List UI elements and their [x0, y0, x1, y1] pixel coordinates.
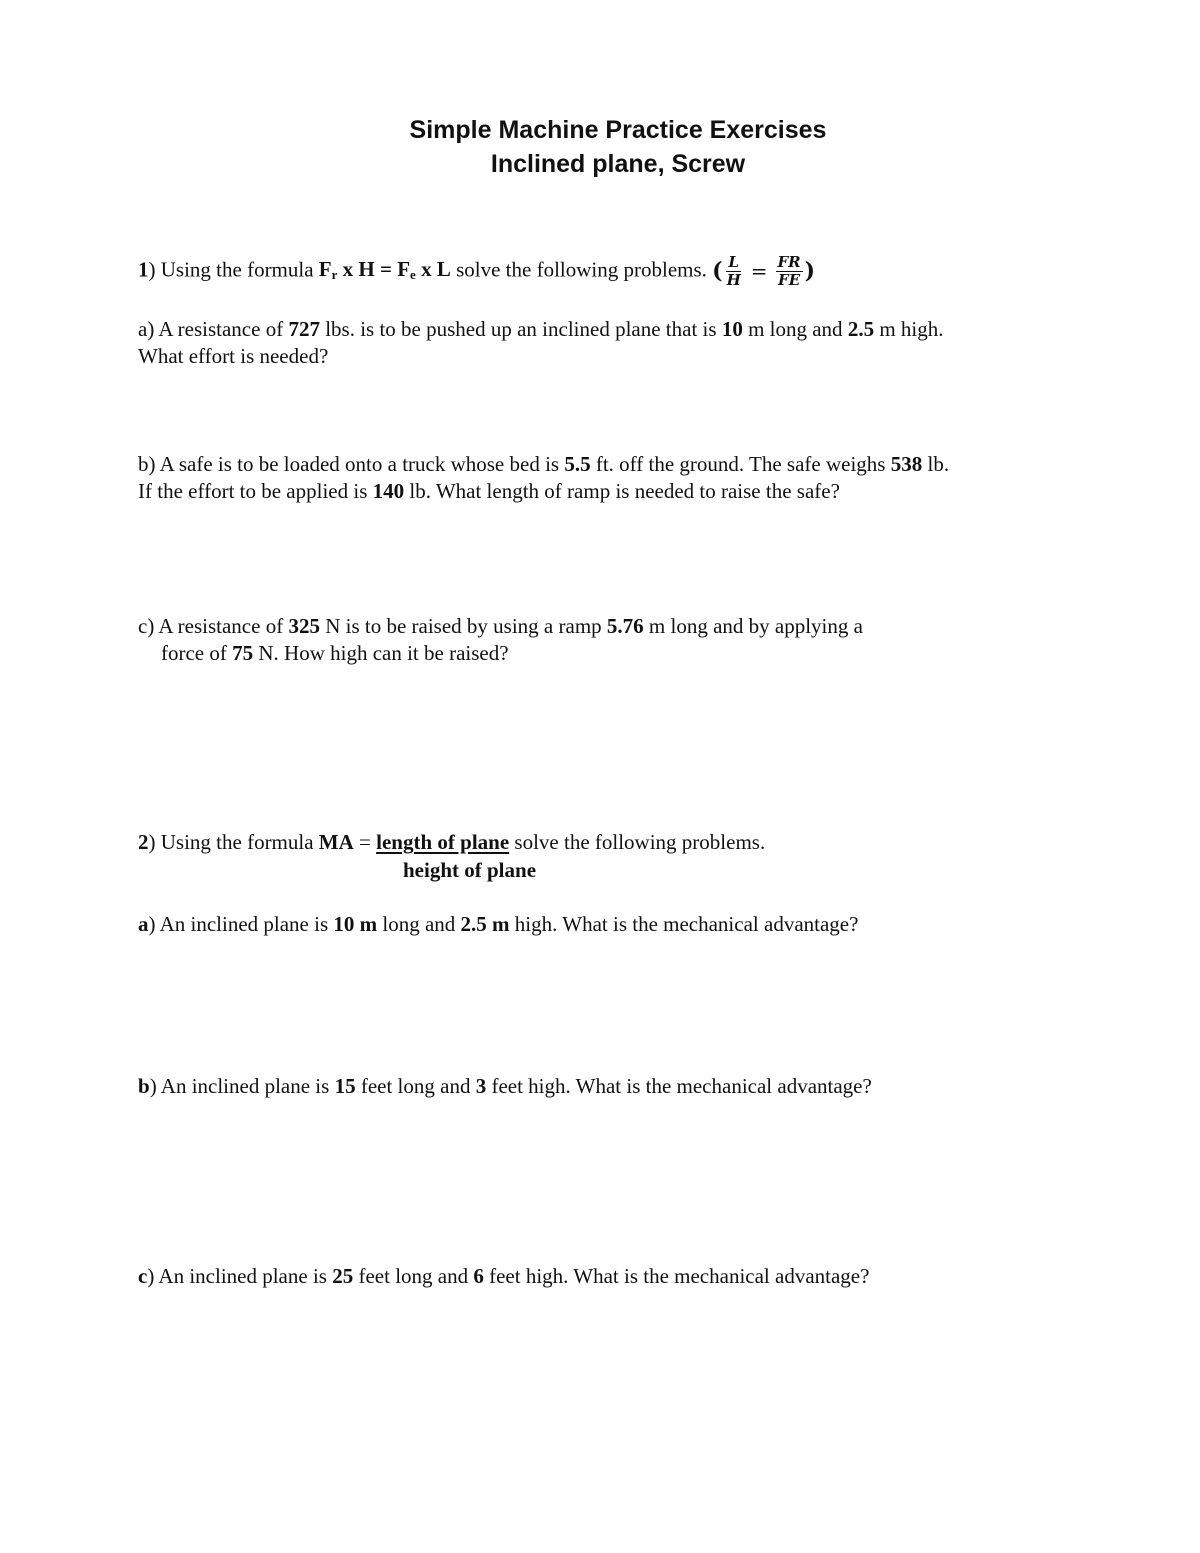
q2a-line: a) An inclined plane is 10 m long and 2.5 m high. What is the mechanical advantage? [138, 912, 859, 936]
q1-text-after: solve the following problems. [450, 257, 713, 282]
q1-text-before: ) Using the formula [148, 257, 319, 282]
q2-number: 2 [138, 830, 149, 854]
q1c-line1: c) A resistance of 325 N is to be raised by using a ramp 5.76 m long and by applying a [138, 614, 863, 638]
q2c-line: c) An inclined plane is 25 feet long and 6 feet high. What is the mechanical advantage? [138, 1264, 870, 1288]
ma-denominator: height of plane [403, 858, 537, 882]
fraction-l-over-h: $\frac{L}{H}$ [726, 253, 741, 289]
fraction-fr-over-fe: $\frac{FR}{FE}$ [777, 253, 801, 289]
q1-instruction [138, 254, 815, 289]
equals-sign: = [750, 259, 768, 283]
q2b-line: b) An inclined plane is 15 feet long and 3 feet high. What is the mechanical advantage? [138, 1074, 872, 1098]
q1-number: 1 [138, 257, 149, 282]
right-paren: ) [804, 258, 816, 284]
q1-formula: $F_r$ x $H = F_e$ x L [318, 257, 451, 283]
ma-numerator: length of plane [376, 830, 510, 854]
q1b-line1: b) A safe is to be loaded onto a truck whose bed is 5.5 ft. off the ground. The safe weighs 538 lb. [138, 452, 950, 476]
q1b-line2: If the effort to be applied is 140 lb. What length of ramp is needed to raise the safe? [138, 479, 840, 503]
page-subtitle: Inclined plane, Screw [490, 150, 746, 178]
q1c-line2: force of 75 N. How high can it be raised? [161, 641, 509, 665]
q1a-line1: a) A resistance of 727 lbs. is to be pushed up an inclined plane that is 10 m long and 2.5 m high. [138, 317, 944, 341]
left-paren: ( [712, 258, 723, 284]
page-title: Simple Machine Practice Exercises [409, 116, 827, 144]
q2-instruction: 2) Using the formula MA = length of plane solve the following problems. [138, 830, 766, 854]
q1a-line2: What effort is needed? [138, 344, 329, 368]
